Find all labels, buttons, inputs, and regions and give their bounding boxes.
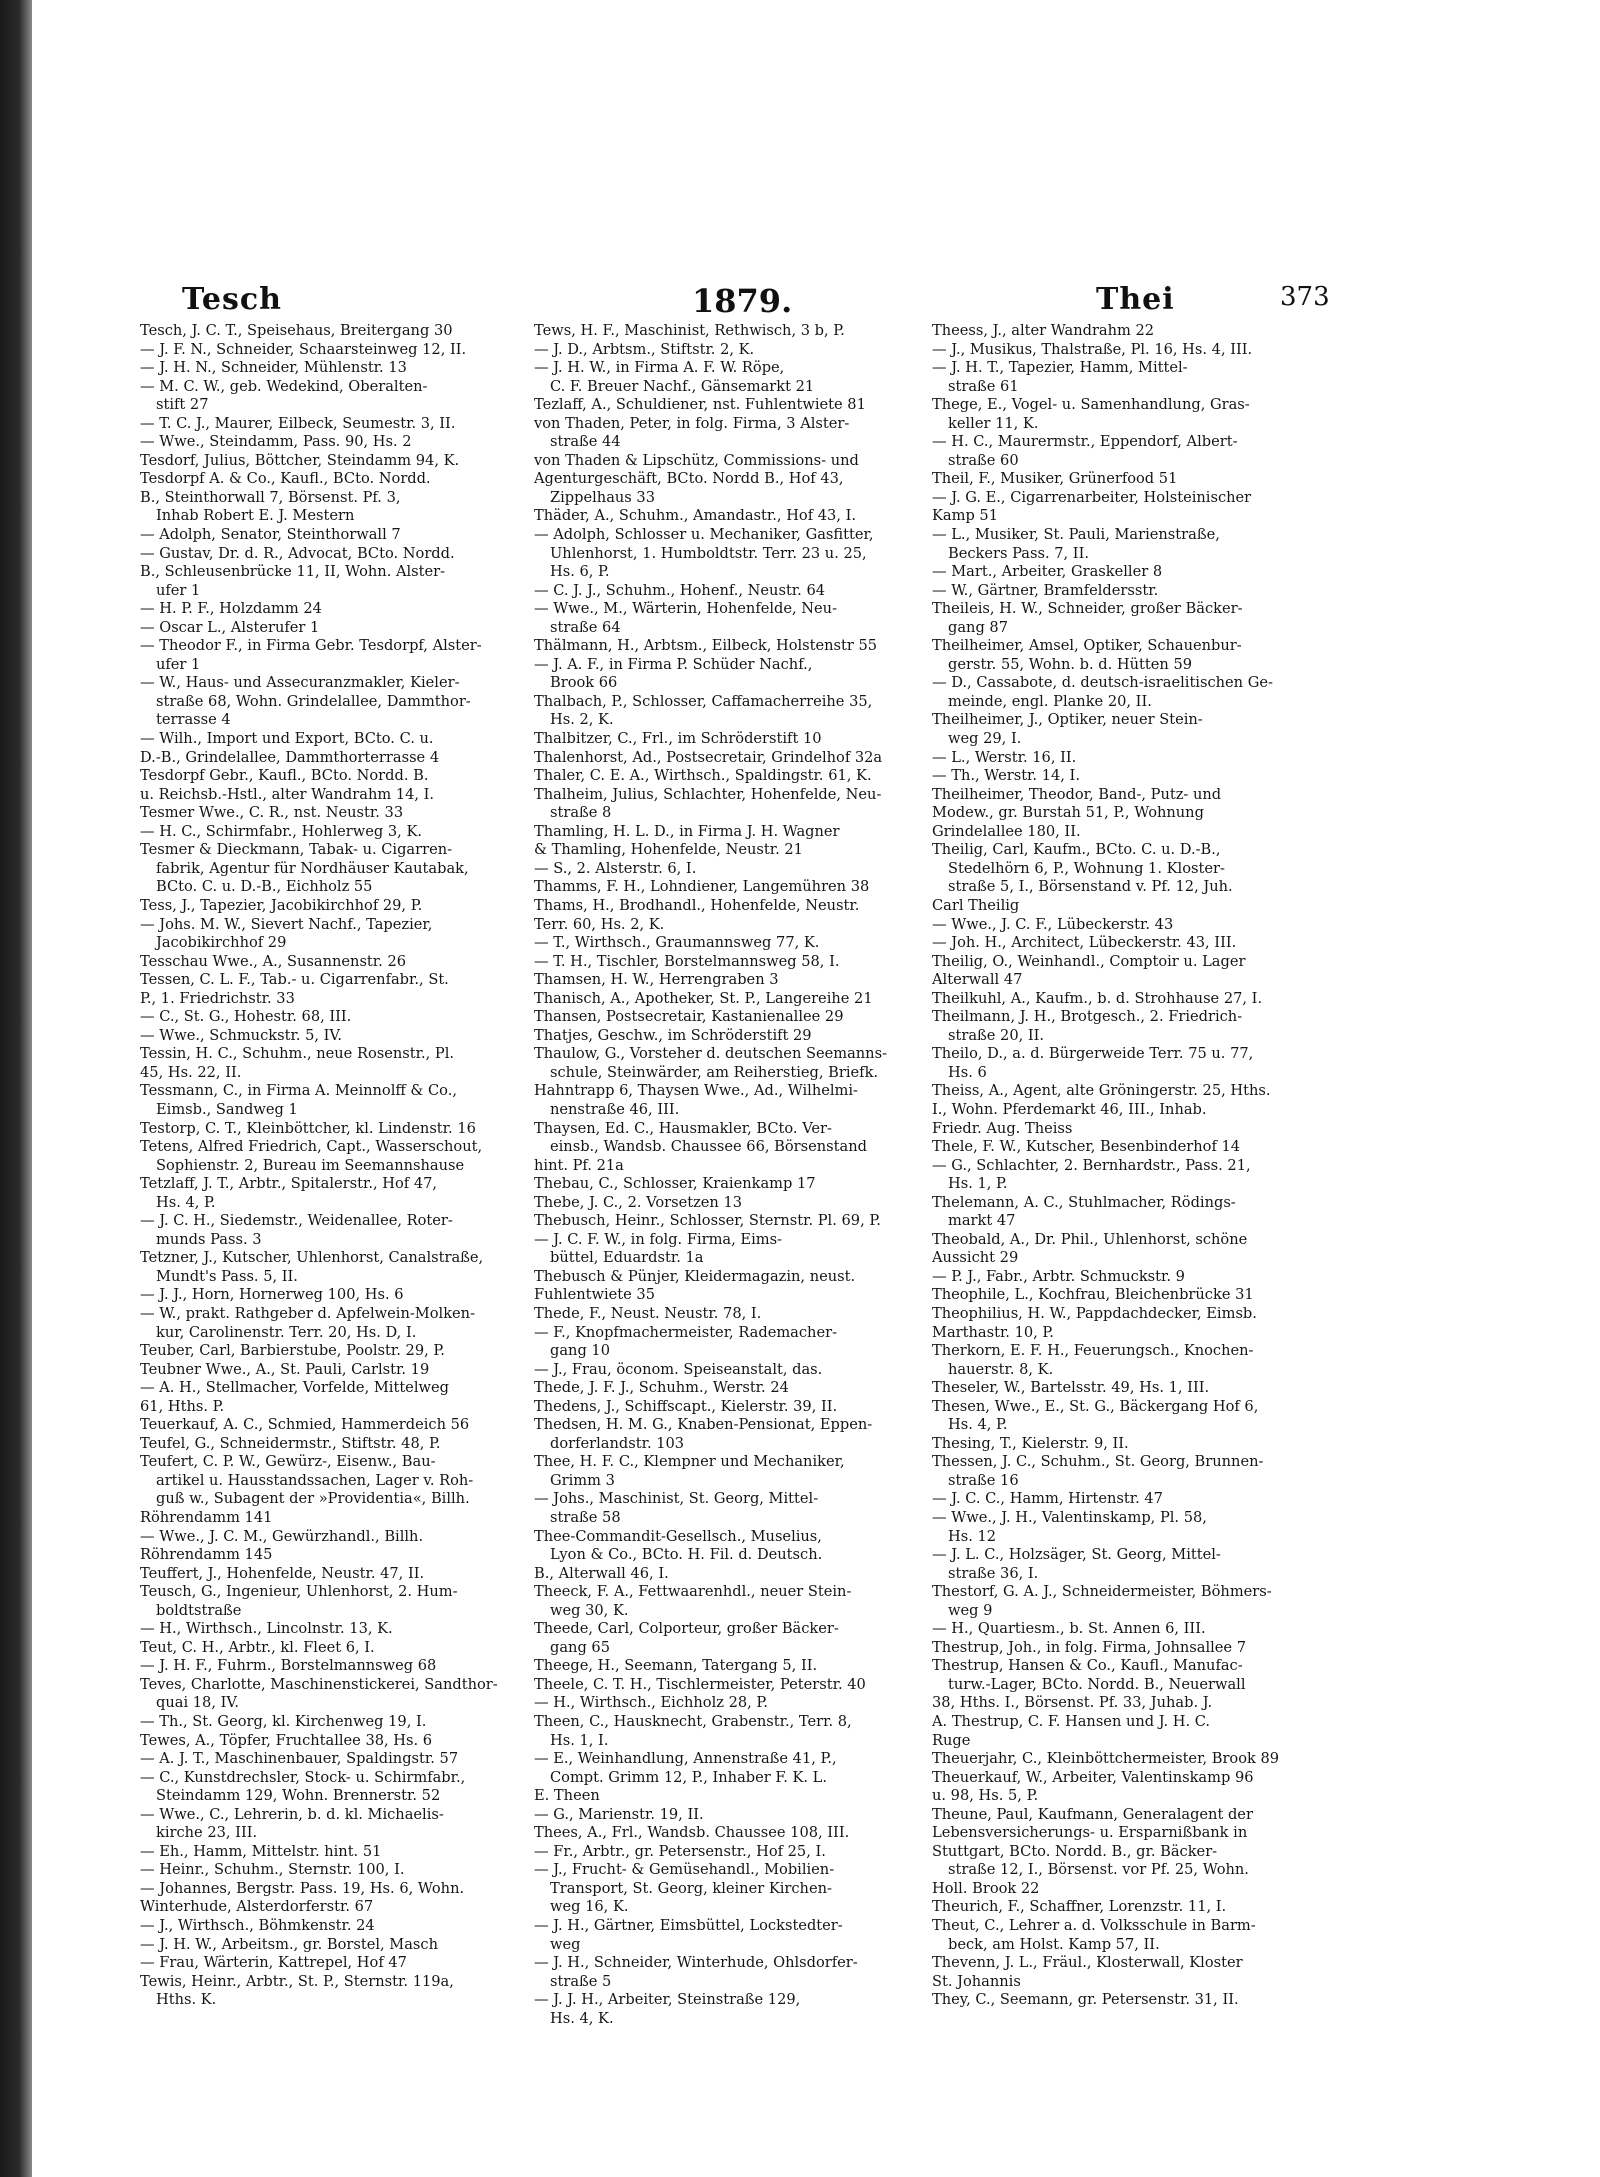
directory-line: Hs. 4, P.	[156, 1193, 216, 1211]
directory-line: — Oscar L., Alsterufer 1	[140, 618, 320, 636]
directory-line: — Wilh., Import und Export, BCto. C. u.	[140, 730, 434, 748]
directory-line: Carl Theilig	[932, 896, 1020, 914]
directory-line: Tesmer Wwe., C. R., nst. Neustr. 33	[140, 804, 404, 822]
directory-line: Stuttgart, BCto. Nordd. B., gr. Bäcker-	[932, 1842, 1218, 1860]
directory-line: B., Steinthorwall 7, Börsenst. Pf. 3,	[140, 488, 401, 506]
directory-line: straße 12, I., Börsenst. vor Pf. 25, Wohn.	[948, 1861, 1249, 1879]
directory-line: Mundt's Pass. 5, II.	[156, 1267, 298, 1285]
directory-line: Kamp 51	[932, 507, 998, 525]
running-head-left: Tesch	[182, 282, 282, 317]
directory-line: Thälmann, H., Arbtsm., Eilbeck, Holstenstr 55	[534, 637, 878, 655]
directory-line: markt 47	[948, 1212, 1016, 1230]
directory-line: hint. Pf. 21a	[534, 1156, 624, 1174]
directory-line: — H., Wirthsch., Eichholz 28, P.	[534, 1694, 768, 1712]
directory-line: — J. H. T., Tapezier, Hamm, Mittel-	[932, 359, 1188, 377]
directory-column-3	[932, 322, 1337, 2010]
directory-line: Theiss, A., Agent, alte Gröningerstr. 25, Hths.	[932, 1082, 1271, 1100]
directory-line: Theilo, D., a. d. Bürgerweide Terr. 75 u. 77,	[932, 1045, 1254, 1063]
directory-column-2	[534, 322, 939, 2028]
directory-line: Theune, Paul, Kaufmann, Generalagent der	[932, 1805, 1253, 1823]
directory-line: Thebusch & Pünjer, Kleidermagazin, neust.	[534, 1267, 856, 1285]
directory-line: von Thaden & Lipschütz, Commissions- und	[534, 451, 859, 469]
directory-line: Thebe, J. C., 2. Vorsetzen 13	[534, 1193, 743, 1211]
directory-line: büttel, Eduardstr. 1a	[550, 1249, 704, 1267]
directory-line: Teves, Charlotte, Maschinenstickerei, Sandthor-	[140, 1675, 498, 1693]
directory-line: hauerstr. 8, K.	[948, 1360, 1054, 1378]
directory-line: Testorp, C. T., Kleinböttcher, kl. Lindenstr. 16	[140, 1119, 476, 1137]
directory-line: gang 65	[550, 1638, 610, 1656]
directory-line: Teuerkauf, A. C., Schmied, Hammerdeich 56	[140, 1416, 470, 1434]
directory-line: Tesmer & Dieckmann, Tabak- u. Cigarren-	[140, 841, 453, 859]
directory-line: — W., Gärtner, Bramfeldersstr.	[932, 581, 1159, 599]
directory-line: ufer 1	[156, 655, 201, 673]
directory-line: Theileis, H. W., Schneider, großer Bäcker-	[932, 600, 1243, 618]
directory-line: straße 44	[550, 433, 621, 451]
directory-line: — Adolph, Schlosser u. Mechaniker, Gasfitter,	[534, 526, 874, 544]
directory-line: — J. H., Schneider, Winterhude, Ohlsdorfer-	[534, 1954, 858, 1972]
directory-line: Jacobikirchhof 29	[156, 934, 287, 952]
directory-line: Beckers Pass. 7, II.	[948, 544, 1089, 562]
directory-line: Hs. 4, K.	[550, 2009, 614, 2027]
directory-line: — T., Wirthsch., Graumannsweg 77, K.	[534, 934, 820, 952]
directory-line: Thessen, J. C., Schuhm., St. Georg, Brunnen-	[932, 1453, 1264, 1471]
directory-line: E. Theen	[534, 1787, 600, 1805]
running-head-year: 1879.	[692, 282, 793, 320]
directory-line: Terr. 60, Hs. 2, K.	[534, 915, 665, 933]
directory-line: Tess, J., Tapezier, Jacobikirchhof 29, P.	[140, 896, 423, 914]
directory-line: — Wwe., C., Lehrerin, b. d. kl. Michaelis-	[140, 1805, 444, 1823]
directory-line: — J. F. N., Schneider, Schaarsteinweg 12, II.	[140, 340, 467, 358]
scan-border	[0, 0, 32, 2177]
directory-line: — G., Schlachter, 2. Bernhardstr., Pass. 21,	[932, 1156, 1251, 1174]
directory-line: — J. C. H., Siedemstr., Weidenallee, Roter-	[140, 1212, 453, 1230]
directory-line: dorferlandstr. 103	[550, 1434, 685, 1452]
directory-line: Theilig, Carl, Kaufm., BCto. C. u. D.-B.,	[932, 841, 1221, 859]
directory-line: — C. J. J., Schuhm., Hohenf., Neustr. 64	[534, 581, 826, 599]
directory-line: Theilmann, J. H., Brotgesch., 2. Friedrich-	[932, 1008, 1243, 1026]
directory-line: — Heinr., Schuhm., Sternstr. 100, I.	[140, 1861, 405, 1879]
directory-line: Thansen, Postsecretair, Kastanienallee 29	[534, 1008, 844, 1026]
directory-line: — J. L. C., Holzsäger, St. Georg, Mittel-	[932, 1546, 1221, 1564]
directory-line: — J. C. F. W., in folg. Firma, Eims-	[534, 1230, 782, 1248]
directory-line: — E., Weinhandlung, Annenstraße 41, P.,	[534, 1750, 837, 1768]
directory-line: — H. C., Schirmfabr., Hohlerweg 3, K.	[140, 822, 422, 840]
directory-line: Grindelallee 180, II.	[932, 822, 1081, 840]
directory-line: beck, am Holst. Kamp 57, II.	[948, 1935, 1160, 1953]
directory-line: — Th., Werstr. 14, I.	[932, 767, 1080, 785]
directory-line: — Wwe., Schmuckstr. 5, IV.	[140, 1026, 343, 1044]
directory-line: Fuhlentwiete 35	[534, 1286, 655, 1304]
directory-line: Thaler, C. E. A., Wirthsch., Spaldingstr. 61, K.	[534, 767, 872, 785]
directory-line: Thele, F. W., Kutscher, Besenbinderhof 14	[932, 1138, 1241, 1156]
directory-line: gang 87	[948, 618, 1008, 636]
directory-line: They, C., Seemann, gr. Petersenstr. 31, II.	[932, 1991, 1239, 2009]
directory-line: — Th., St. Georg, kl. Kirchenweg 19, I.	[140, 1713, 427, 1731]
directory-line: Röhrendamm 145	[140, 1546, 273, 1564]
directory-line: Tezlaff, A., Schuldiener, nst. Fuhlentwiete 81	[534, 396, 866, 414]
directory-line: P., 1. Friedrichstr. 33	[140, 989, 295, 1007]
directory-line: turw.-Lager, BCto. Nordd. B., Neuerwall	[948, 1675, 1246, 1693]
directory-line: — A. J. T., Maschinenbauer, Spaldingstr. 57	[140, 1750, 459, 1768]
directory-line: Thams, H., Brodhandl., Hohenfelde, Neustr.	[534, 896, 860, 914]
directory-line: Ruge	[932, 1731, 971, 1749]
directory-line: Modew., gr. Burstah 51, P., Wohnung	[932, 804, 1204, 822]
directory-line: — J., Wirthsch., Böhmkenstr. 24	[140, 1917, 375, 1935]
directory-line: Tetzlaff, J. T., Arbtr., Spitalerstr., Hof 47,	[140, 1175, 438, 1193]
directory-line: — Johannes, Bergstr. Pass. 19, Hs. 6, Wohn.	[140, 1879, 465, 1897]
directory-line: Theede, Carl, Colporteur, großer Bäcker-	[534, 1620, 839, 1638]
directory-line: — C., Kunstdrechsler, Stock- u. Schirmfabr.,	[140, 1768, 466, 1786]
directory-line: gang 10	[550, 1342, 610, 1360]
directory-line: — J. H. F., Fuhrm., Borstelmannsweg 68	[140, 1657, 437, 1675]
directory-line: — Wwe., M., Wärterin, Hohenfelde, Neu-	[534, 600, 838, 618]
directory-line: BCto. C. u. D.-B., Eichholz 55	[156, 878, 373, 896]
directory-line: — M. C. W., geb. Wedekind, Oberalten-	[140, 377, 428, 395]
running-head-right: Thei	[1096, 282, 1175, 317]
directory-line: Steindamm 129, Wohn. Brennerstr. 52	[156, 1787, 441, 1805]
directory-line: — P. J., Fabr., Arbtr. Schmuckstr. 9	[932, 1267, 1185, 1285]
directory-line: Hs. 1, P.	[948, 1175, 1008, 1193]
directory-line: Tesch, J. C. T., Speisehaus, Breitergang 30	[140, 322, 453, 339]
directory-line: straße 8	[550, 804, 612, 822]
directory-line: ufer 1	[156, 581, 201, 599]
directory-line: Thalenhorst, Ad., Postsecretair, Grindelhof 32a	[534, 748, 883, 766]
directory-line: weg	[550, 1935, 581, 1953]
directory-line: Tessmann, C., in Firma A. Meinnolff & Co.,	[140, 1082, 457, 1100]
directory-line: Hs. 1, I.	[550, 1731, 609, 1749]
directory-line: schule, Steinwärder, am Reiherstieg, Briefk.	[550, 1063, 879, 1081]
directory-line: Teuber, Carl, Barbierstube, Poolstr. 29, P.	[140, 1342, 445, 1360]
directory-line: Marthastr. 10, P.	[932, 1323, 1054, 1341]
directory-line: Lyon & Co., BCto. H. Fil. d. Deutsch.	[550, 1546, 823, 1564]
directory-line: Theen, C., Hausknecht, Grabenstr., Terr. 8,	[534, 1713, 852, 1731]
directory-line: boldtstraße	[156, 1601, 242, 1619]
directory-line: guß w., Subagent der »Providentia«, Billh.	[156, 1490, 470, 1508]
directory-line: — C., St. G., Hohestr. 68, III.	[140, 1008, 352, 1026]
directory-line: — T. C. J., Maurer, Eilbeck, Seumestr. 3, II.	[140, 414, 456, 432]
directory-line: Friedr. Aug. Theiss	[932, 1119, 1073, 1137]
directory-line: Winterhude, Alsterdorferstr. 67	[140, 1898, 374, 1916]
directory-line: weg 16, K.	[550, 1898, 629, 1916]
directory-line: — W., prakt. Rathgeber d. Apfelwein-Molken-	[140, 1304, 475, 1322]
directory-line: einsb., Wandsb. Chaussee 66, Börsenstand	[550, 1138, 867, 1156]
directory-line: fabrik, Agentur für Nordhäuser Kautabak,	[156, 859, 469, 877]
directory-line: 61, Hths. P.	[140, 1397, 225, 1415]
directory-line: Inhab Robert E. J. Mestern	[156, 507, 355, 525]
directory-line: Teut, C. H., Arbtr., kl. Fleet 6, I.	[140, 1638, 375, 1656]
directory-line: Thaulow, G., Vorsteher d. deutschen Seemanns-	[534, 1045, 888, 1063]
directory-line: u. 98, Hs. 5, P.	[932, 1787, 1039, 1805]
directory-line: straße 20, II.	[948, 1026, 1045, 1044]
directory-line: A. Thestrup, C. F. Hansen und J. H. C.	[932, 1713, 1211, 1731]
directory-line: Thesen, Wwe., E., St. G., Bäckergang Hof 6,	[932, 1397, 1259, 1415]
directory-line: Theseler, W., Bartelsstr. 49, Hs. 1, III.	[932, 1379, 1210, 1397]
directory-line: straße 5	[550, 1972, 612, 1990]
directory-line: Tessin, H. C., Schuhm., neue Rosenstr., Pl.	[140, 1045, 455, 1063]
directory-line: Teusch, G., Ingenieur, Uhlenhorst, 2. Hum-	[140, 1583, 458, 1601]
directory-line: Tessen, C. L. F., Tab.- u. Cigarrenfabr., St.	[140, 971, 449, 989]
directory-line: Theophile, L., Kochfrau, Bleichenbrücke 31	[932, 1286, 1254, 1304]
directory-line: — H. P. F., Holzdamm 24	[140, 600, 322, 618]
directory-line: Theege, H., Seemann, Tatergang 5, II.	[534, 1657, 818, 1675]
directory-line: Thalheim, Julius, Schlachter, Hohenfelde, Neu-	[534, 785, 882, 803]
directory-line: Zippelhaus 33	[550, 488, 655, 506]
directory-line: Theele, C. T. H., Tischlermeister, Peterstr. 40	[534, 1675, 866, 1693]
directory-line: Holl. Brook 22	[932, 1879, 1040, 1897]
directory-line: artikel u. Hausstandssachen, Lager v. Roh-	[156, 1471, 474, 1489]
directory-line: — F., Knopfmachermeister, Rademacher-	[534, 1323, 837, 1341]
directory-line: — J. J., Horn, Hornerweg 100, Hs. 6	[140, 1286, 404, 1304]
directory-line: Thede, F., Neust. Neustr. 78, I.	[534, 1304, 762, 1322]
page	[32, 0, 1600, 2177]
directory-line: Hs. 12	[948, 1527, 997, 1545]
directory-line: Hs. 6	[948, 1063, 987, 1081]
directory-line: Theuerjahr, C., Kleinböttchermeister, Brook 89	[932, 1750, 1280, 1768]
directory-line: kirche 23, III.	[156, 1824, 258, 1842]
directory-line: — Johs. M. W., Sievert Nachf., Tapezier,	[140, 915, 433, 933]
directory-line: — Wwe., J. C. F., Lübeckerstr. 43	[932, 915, 1174, 933]
directory-line: Thevenn, J. L., Fräul., Klosterwall, Kloster	[932, 1954, 1243, 1972]
directory-line: Aussicht 29	[932, 1249, 1019, 1267]
directory-line: Thamms, F. H., Lohndiener, Langemühren 38	[534, 878, 870, 896]
directory-line: Thestrup, Hansen & Co., Kaufl., Manufac-	[932, 1657, 1243, 1675]
directory-line: — A. H., Stellmacher, Vorfelde, Mittelweg	[140, 1379, 449, 1397]
directory-line: Hths. K.	[156, 1991, 217, 2009]
directory-line: — Fr., Arbtr., gr. Petersenstr., Hof 25, I.	[534, 1842, 826, 1860]
directory-line: Theilheimer, Amsel, Optiker, Schauenbur-	[932, 637, 1242, 655]
directory-line: Theess, J., alter Wandrahm 22	[932, 322, 1155, 339]
directory-line: — J. A. F., in Firma P. Schüder Nachf.,	[534, 655, 813, 673]
directory-line: — T. H., Tischler, Borstelmannsweg 58, I.	[534, 952, 840, 970]
page-number: 373	[1280, 282, 1330, 312]
directory-line: Compt. Grimm 12, P., Inhaber F. K. L.	[550, 1768, 828, 1786]
directory-line: Theilheimer, Theodor, Band-, Putz- und	[932, 785, 1222, 803]
directory-line: Therkorn, E. F. H., Feuerungsch., Knochen-	[932, 1342, 1254, 1360]
directory-line: — Wwe., J. C. M., Gewürzhandl., Billh.	[140, 1527, 424, 1545]
directory-line: 38, Hths. I., Börsenst. Pf. 33, Juhab. J.	[932, 1694, 1213, 1712]
directory-line: & Thamling, Hohenfelde, Neustr. 21	[534, 841, 803, 859]
directory-line: — H. C., Maurermstr., Eppendorf, Albert-	[932, 433, 1238, 451]
directory-line: Thanisch, A., Apotheker, St. P., Langereihe 21	[534, 989, 873, 1007]
directory-line: Tewis, Heinr., Arbtr., St. P., Sternstr. 119a,	[140, 1972, 454, 1990]
directory-line: Alterwall 47	[932, 971, 1023, 989]
directory-line: Teufel, G., Schneidermstr., Stiftstr. 48, P.	[140, 1434, 441, 1452]
directory-line: Thee, H. F. C., Klempner und Mechaniker,	[534, 1453, 845, 1471]
directory-line: — G., Marienstr. 19, II.	[534, 1805, 704, 1823]
directory-line: Lebensversicherungs- u. Ersparnißbank in	[932, 1824, 1248, 1842]
directory-line: Thestrup, Joh., in folg. Firma, Johnsallee 7	[932, 1638, 1246, 1656]
directory-line: — Wwe., J. H., Valentinskamp, Pl. 58,	[932, 1509, 1207, 1526]
directory-line: straße 68, Wohn. Grindelallee, Dammthor-	[156, 692, 471, 710]
directory-line: — Adolph, Senator, Steinthorwall 7	[140, 526, 401, 544]
directory-line: Tesdorpf Gebr., Kaufl., BCto. Nordd. B.	[140, 767, 429, 785]
directory-line: — J., Frau, öconom. Speiseanstalt, das.	[534, 1360, 823, 1378]
directory-line: Tesschau Wwe., A., Susannenstr. 26	[140, 952, 407, 970]
directory-line: Teuffert, J., Hohenfelde, Neustr. 47, II.	[140, 1564, 425, 1582]
directory-line: Sophienstr. 2, Bureau im Seemannshause	[156, 1156, 465, 1174]
directory-line: C. F. Breuer Nachf., Gänsemarkt 21	[550, 377, 815, 395]
directory-line: keller 11, K.	[948, 414, 1039, 432]
directory-line: Thalbitzer, C., Frl., im Schröderstift 10	[534, 730, 822, 748]
directory-line: Hs. 2, K.	[550, 711, 614, 729]
directory-line: Thesing, T., Kielerstr. 9, II.	[932, 1434, 1129, 1452]
directory-line: Uhlenhorst, 1. Humboldtstr. Terr. 23 u. 25,	[550, 544, 867, 562]
directory-line: Tewes, A., Töpfer, Fruchtallee 38, Hs. 6	[140, 1731, 433, 1749]
directory-line: Thee-Commandit-Gesellsch., Muselius,	[534, 1527, 822, 1545]
directory-line: I., Wohn. Pferdemarkt 46, III., Inhab.	[932, 1100, 1207, 1118]
directory-line: Thalbach, P., Schlosser, Caffamacherreihe 35,	[534, 692, 873, 710]
directory-line: Tews, H. F., Maschinist, Rethwisch, 3 b, P.	[534, 322, 845, 339]
directory-line: St. Johannis	[932, 1972, 1021, 1990]
directory-line: — L., Musiker, St. Pauli, Marienstraße,	[932, 526, 1220, 544]
directory-line: 45, Hs. 22, II.	[140, 1063, 242, 1081]
directory-line: Theilheimer, J., Optiker, neuer Stein-	[932, 711, 1203, 729]
directory-line: B., Alterwall 46, I.	[534, 1564, 669, 1582]
directory-line: straße 64	[550, 618, 621, 636]
directory-line: — H., Wirthsch., Lincolnstr. 13, K.	[140, 1620, 393, 1638]
directory-line: Thees, A., Frl., Wandsb. Chaussee 108, III.	[534, 1824, 850, 1842]
directory-line: straße 36, I.	[948, 1564, 1039, 1582]
directory-line: Thestorf, G. A. J., Schneidermeister, Böhmers-	[932, 1583, 1272, 1601]
directory-line: — J., Frucht- & Gemüsehandl., Mobilien-	[534, 1861, 835, 1879]
directory-line: Theut, C., Lehrer a. d. Volksschule in Barm-	[932, 1917, 1256, 1935]
directory-line: straße 58	[550, 1509, 621, 1526]
directory-line: — J. H., Gärtner, Eimsbüttel, Lockstedter-	[534, 1917, 843, 1935]
directory-line: weg 30, K.	[550, 1601, 629, 1619]
directory-line: Teufert, C. P. W., Gewürz-, Eisenw., Bau-	[140, 1453, 436, 1471]
directory-line: — Johs., Maschinist, St. Georg, Mittel-	[534, 1490, 819, 1508]
directory-line: Thedsen, H. M. G., Knaben-Pensionat, Eppen-	[534, 1416, 873, 1434]
directory-line: Grimm 3	[550, 1471, 615, 1489]
directory-line: — W., Haus- und Assecuranzmakler, Kieler-	[140, 674, 460, 692]
directory-line: Theilkuhl, A., Kaufm., b. d. Strohhause 27, I.	[932, 989, 1263, 1007]
directory-line: — J., Musikus, Thalstraße, Pl. 16, Hs. 4, III.	[932, 340, 1253, 358]
directory-column-1	[140, 322, 545, 2010]
directory-line: gerstr. 55, Wohn. b. d. Hütten 59	[948, 655, 1193, 673]
directory-line: Thelemann, A. C., Stuhlmacher, Rödings-	[932, 1193, 1236, 1211]
directory-line: Theilig, O., Weinhandl., Comptoir u. Lager	[932, 952, 1246, 970]
directory-line: — J. H. N., Schneider, Mühlenstr. 13	[140, 359, 407, 377]
directory-line: nenstraße 46, III.	[550, 1100, 680, 1118]
directory-line: Thäder, A., Schuhm., Amandastr., Hof 43, I.	[534, 507, 857, 525]
directory-line: Thebau, C., Schlosser, Kraienkamp 17	[534, 1175, 816, 1193]
directory-line: — Wwe., Steindamm, Pass. 90, Hs. 2	[140, 433, 412, 451]
directory-line: Hs. 4, P.	[948, 1416, 1008, 1434]
directory-line: — Joh. H., Architect, Lübeckerstr. 43, III.	[932, 934, 1237, 952]
directory-line: Hahntrapp 6, Thaysen Wwe., Ad., Wilhelmi-	[534, 1082, 858, 1100]
directory-line: — J. H. W., Arbeitsm., gr. Borstel, Masch	[140, 1935, 438, 1953]
directory-line: weg 29, I.	[948, 730, 1022, 748]
directory-line: Thaysen, Ed. C., Hausmakler, BCto. Ver-	[534, 1119, 832, 1137]
directory-line: Thedens, J., Schiffscapt., Kielerstr. 39, II.	[534, 1397, 838, 1415]
directory-line: von Thaden, Peter, in folg. Firma, 3 Alster-	[534, 414, 850, 432]
directory-line: — L., Werstr. 16, II.	[932, 748, 1077, 766]
directory-line: Thede, J. F. J., Schuhm., Werstr. 24	[534, 1379, 789, 1397]
directory-line: Tesdorf, Julius, Böttcher, Steindamm 94, K.	[140, 451, 460, 469]
directory-line: straße 60	[948, 451, 1019, 469]
directory-line: Thebusch, Heinr., Schlosser, Sternstr. Pl. 69, P.	[534, 1212, 881, 1230]
directory-line: Theobald, A., Dr. Phil., Uhlenhorst, schöne	[932, 1230, 1248, 1248]
directory-line: — S., 2. Alsterstr. 6, I.	[534, 859, 697, 877]
directory-line: — Frau, Wärterin, Kattrepel, Hof 47	[140, 1954, 407, 1972]
directory-line: Theil, F., Musiker, Grünerfood 51	[932, 470, 1178, 488]
directory-line: Agenturgeschäft, BCto. Nordd B., Hof 43,	[534, 470, 844, 488]
directory-line: Transport, St. Georg, kleiner Kirchen-	[550, 1879, 832, 1897]
directory-line: u. Reichsb.-Hstl., alter Wandrahm 14, I.	[140, 785, 435, 803]
directory-line: quai 18, IV.	[156, 1694, 239, 1712]
directory-line: Theurich, F., Schaffner, Lorenzstr. 11, I.	[932, 1898, 1227, 1916]
directory-line: Theeck, F. A., Fettwaarenhdl., neuer Stein-	[534, 1583, 852, 1601]
directory-line: — Mart., Arbeiter, Graskeller 8	[932, 563, 1163, 581]
directory-line: munds Pass. 3	[156, 1230, 262, 1248]
directory-line: Thamsen, H. W., Herrengraben 3	[534, 971, 779, 989]
directory-line: straße 5, I., Börsenstand v. Pf. 12, Juh.	[948, 878, 1233, 896]
directory-line: weg 9	[948, 1601, 993, 1619]
directory-line: Thege, E., Vogel- u. Samenhandlung, Gras-	[932, 396, 1250, 414]
directory-line: — H., Quartiesm., b. St. Annen 6, III.	[932, 1620, 1206, 1638]
directory-line: Thamling, H. L. D., in Firma J. H. Wagner	[534, 822, 840, 840]
directory-line: Brook 66	[550, 674, 618, 692]
directory-line: straße 16	[948, 1471, 1019, 1489]
directory-line: — J. H. W., in Firma A. F. W. Röpe,	[534, 359, 785, 377]
directory-line: Tetzner, J., Kutscher, Uhlenhorst, Canalstraße,	[140, 1249, 484, 1267]
directory-line: — J. G. E., Cigarrenarbeiter, Holsteinischer	[932, 488, 1252, 506]
directory-line: kur, Carolinenstr. Terr. 20, Hs. D, I.	[156, 1323, 417, 1341]
directory-line: Röhrendamm 141	[140, 1509, 273, 1526]
directory-line: D.-B., Grindelallee, Dammthorterrasse 4	[140, 748, 440, 766]
directory-line: Teubner Wwe., A., St. Pauli, Carlstr. 19	[140, 1360, 430, 1378]
directory-line: straße 61	[948, 377, 1019, 395]
directory-line: — Gustav, Dr. d. R., Advocat, BCto. Nordd.	[140, 544, 455, 562]
directory-line: terrasse 4	[156, 711, 231, 729]
directory-line: B., Schleusenbrücke 11, II, Wohn. Alster-	[140, 563, 446, 581]
directory-line: — J. D., Arbtsm., Stiftstr. 2, K.	[534, 340, 755, 358]
directory-line: — D., Cassabote, d. deutsch-israelitischen Ge-	[932, 674, 1273, 692]
directory-line: Theophilius, H. W., Pappdachdecker, Eimsb.	[932, 1304, 1257, 1322]
directory-line: — Eh., Hamm, Mittelstr. hint. 51	[140, 1842, 382, 1860]
directory-line: Eimsb., Sandweg 1	[156, 1100, 298, 1118]
directory-line: Hs. 6, P.	[550, 563, 610, 581]
directory-line: Tesdorpf A. & Co., Kaufl., BCto. Nordd.	[140, 470, 431, 488]
directory-line: — J. C. C., Hamm, Hirtenstr. 47	[932, 1490, 1163, 1508]
directory-line: — Theodor F., in Firma Gebr. Tesdorpf, Alster-	[140, 637, 482, 655]
directory-line: Tetens, Alfred Friedrich, Capt., Wasserschout,	[140, 1138, 483, 1156]
directory-line: Theuerkauf, W., Arbeiter, Valentinskamp 96	[932, 1768, 1254, 1786]
directory-line: — J. J. H., Arbeiter, Steinstraße 129,	[534, 1991, 801, 2009]
directory-line: Stedelhörn 6, P., Wohnung 1. Kloster-	[948, 859, 1225, 877]
directory-line: Thatjes, Geschw., im Schröderstift 29	[534, 1026, 812, 1044]
directory-line: meinde, engl. Planke 20, II.	[948, 692, 1152, 710]
directory-line: stift 27	[156, 396, 209, 414]
